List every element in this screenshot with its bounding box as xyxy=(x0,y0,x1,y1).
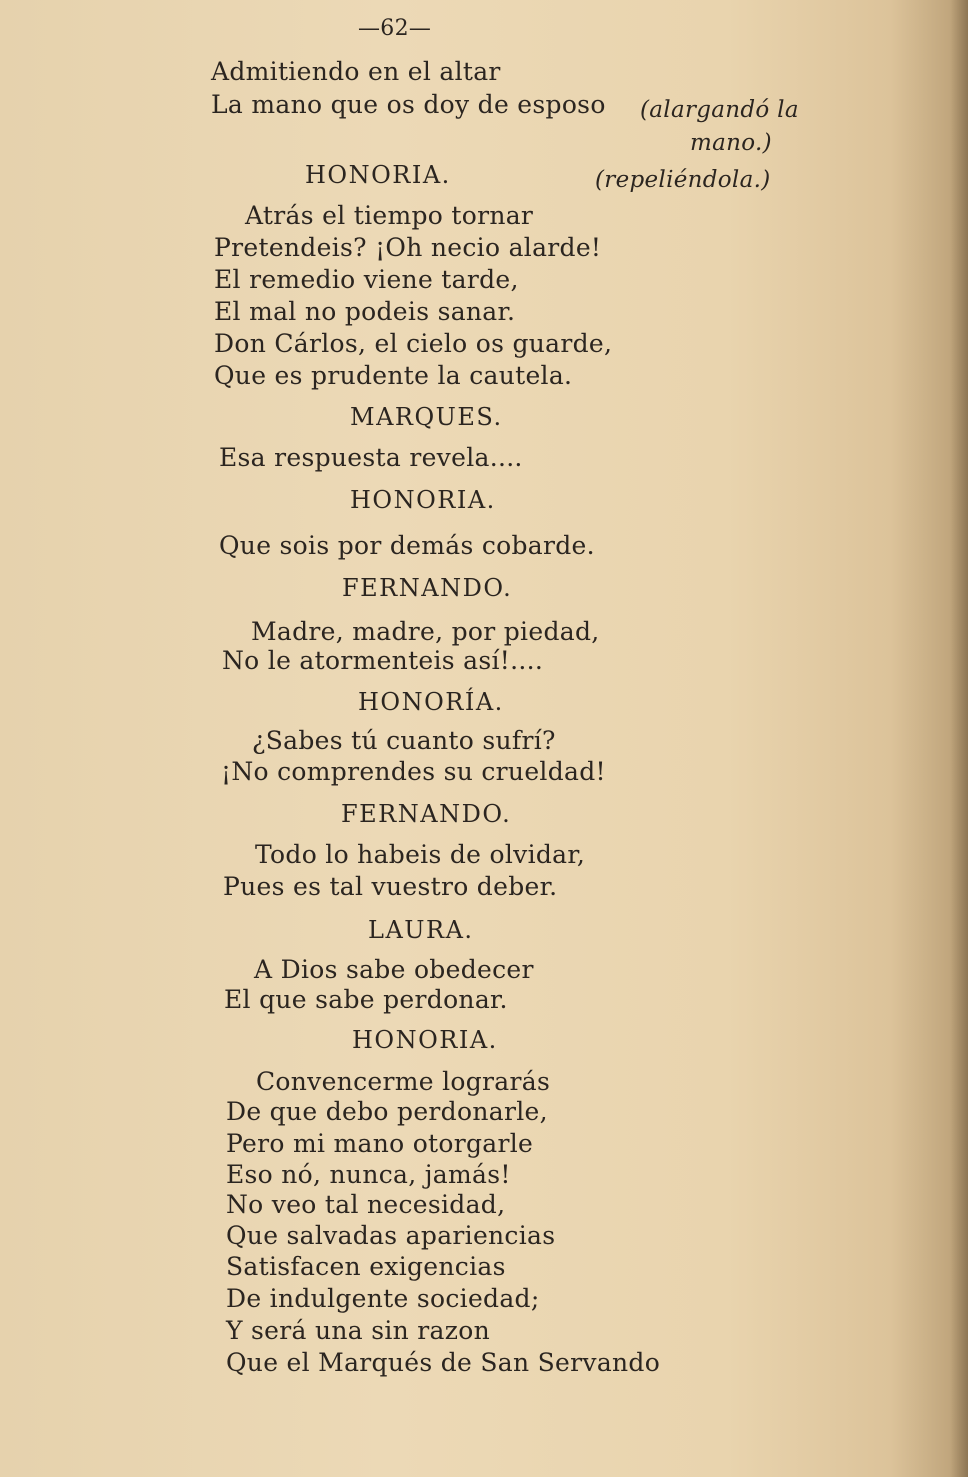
page-number: —62— xyxy=(358,16,432,41)
verse-line: De indulgente sociedad; xyxy=(226,1284,540,1313)
verse-line: Que salvadas apariencias xyxy=(226,1221,556,1250)
speaker-name: FERNANDO. xyxy=(341,800,512,828)
speaker-name: HONORIA. xyxy=(350,486,496,514)
verse-line: ¡No comprendes su crueldad! xyxy=(221,757,606,786)
verse-line: Atrás el tiempo tornar xyxy=(245,201,534,230)
verse-line: Esa respuesta revela.... xyxy=(219,443,523,472)
speaker-name: HONORIA. xyxy=(305,161,451,189)
verse-line: No le atormenteis así!.... xyxy=(222,646,544,675)
verse-line: Que el Marqués de San Servando xyxy=(226,1348,661,1377)
verse-line: El remedio viene tarde, xyxy=(214,265,519,294)
speaker-name: FERNANDO. xyxy=(342,574,513,602)
verse-line: Pues es tal vuestro deber. xyxy=(223,872,558,901)
verse-line: Que es prudente la cautela. xyxy=(214,361,573,390)
verse-line: ¿Sabes tú cuanto sufrí? xyxy=(252,726,556,755)
speaker-name: LAURA. xyxy=(368,916,474,944)
verse-line: No veo tal necesidad, xyxy=(226,1190,506,1219)
verse-line: Don Cárlos, el cielo os guarde, xyxy=(214,329,613,358)
verse-line: El mal no podeis sanar. xyxy=(214,297,516,326)
verse-line: A Dios sabe obedecer xyxy=(254,955,534,984)
stage-direction: (alargandó la xyxy=(640,97,799,123)
speaker-name: HONORIA. xyxy=(352,1026,498,1054)
verse-line: Admitiendo en el altar xyxy=(211,57,501,86)
verse-line: Que sois por demás cobarde. xyxy=(219,531,595,560)
verse-line: Pretendeis? ¡Oh necio alarde! xyxy=(214,233,602,262)
verse-line: Convencerme lograrás xyxy=(256,1067,551,1096)
verse-line: La mano que os doy de esposo xyxy=(211,90,606,119)
verse-line: De que debo perdonarle, xyxy=(226,1097,548,1126)
speaker-name: HONORÍA. xyxy=(358,688,504,716)
verse-line: Eso nó, nunca, jamás! xyxy=(226,1160,511,1189)
verse-line: Y será una sin razon xyxy=(226,1316,490,1345)
verse-line: El que sabe perdonar. xyxy=(224,985,508,1014)
speaker-name: MARQUES. xyxy=(350,403,503,431)
verse-line: Todo lo habeis de olvidar, xyxy=(255,840,586,869)
verse-line: Pero mi mano otorgarle xyxy=(226,1129,534,1158)
verse-line: Satisfacen exigencias xyxy=(226,1252,506,1281)
stage-direction: (repeliéndola.) xyxy=(595,167,771,193)
verse-line: Madre, madre, por piedad, xyxy=(251,617,600,646)
stage-direction: mano.) xyxy=(690,130,772,156)
